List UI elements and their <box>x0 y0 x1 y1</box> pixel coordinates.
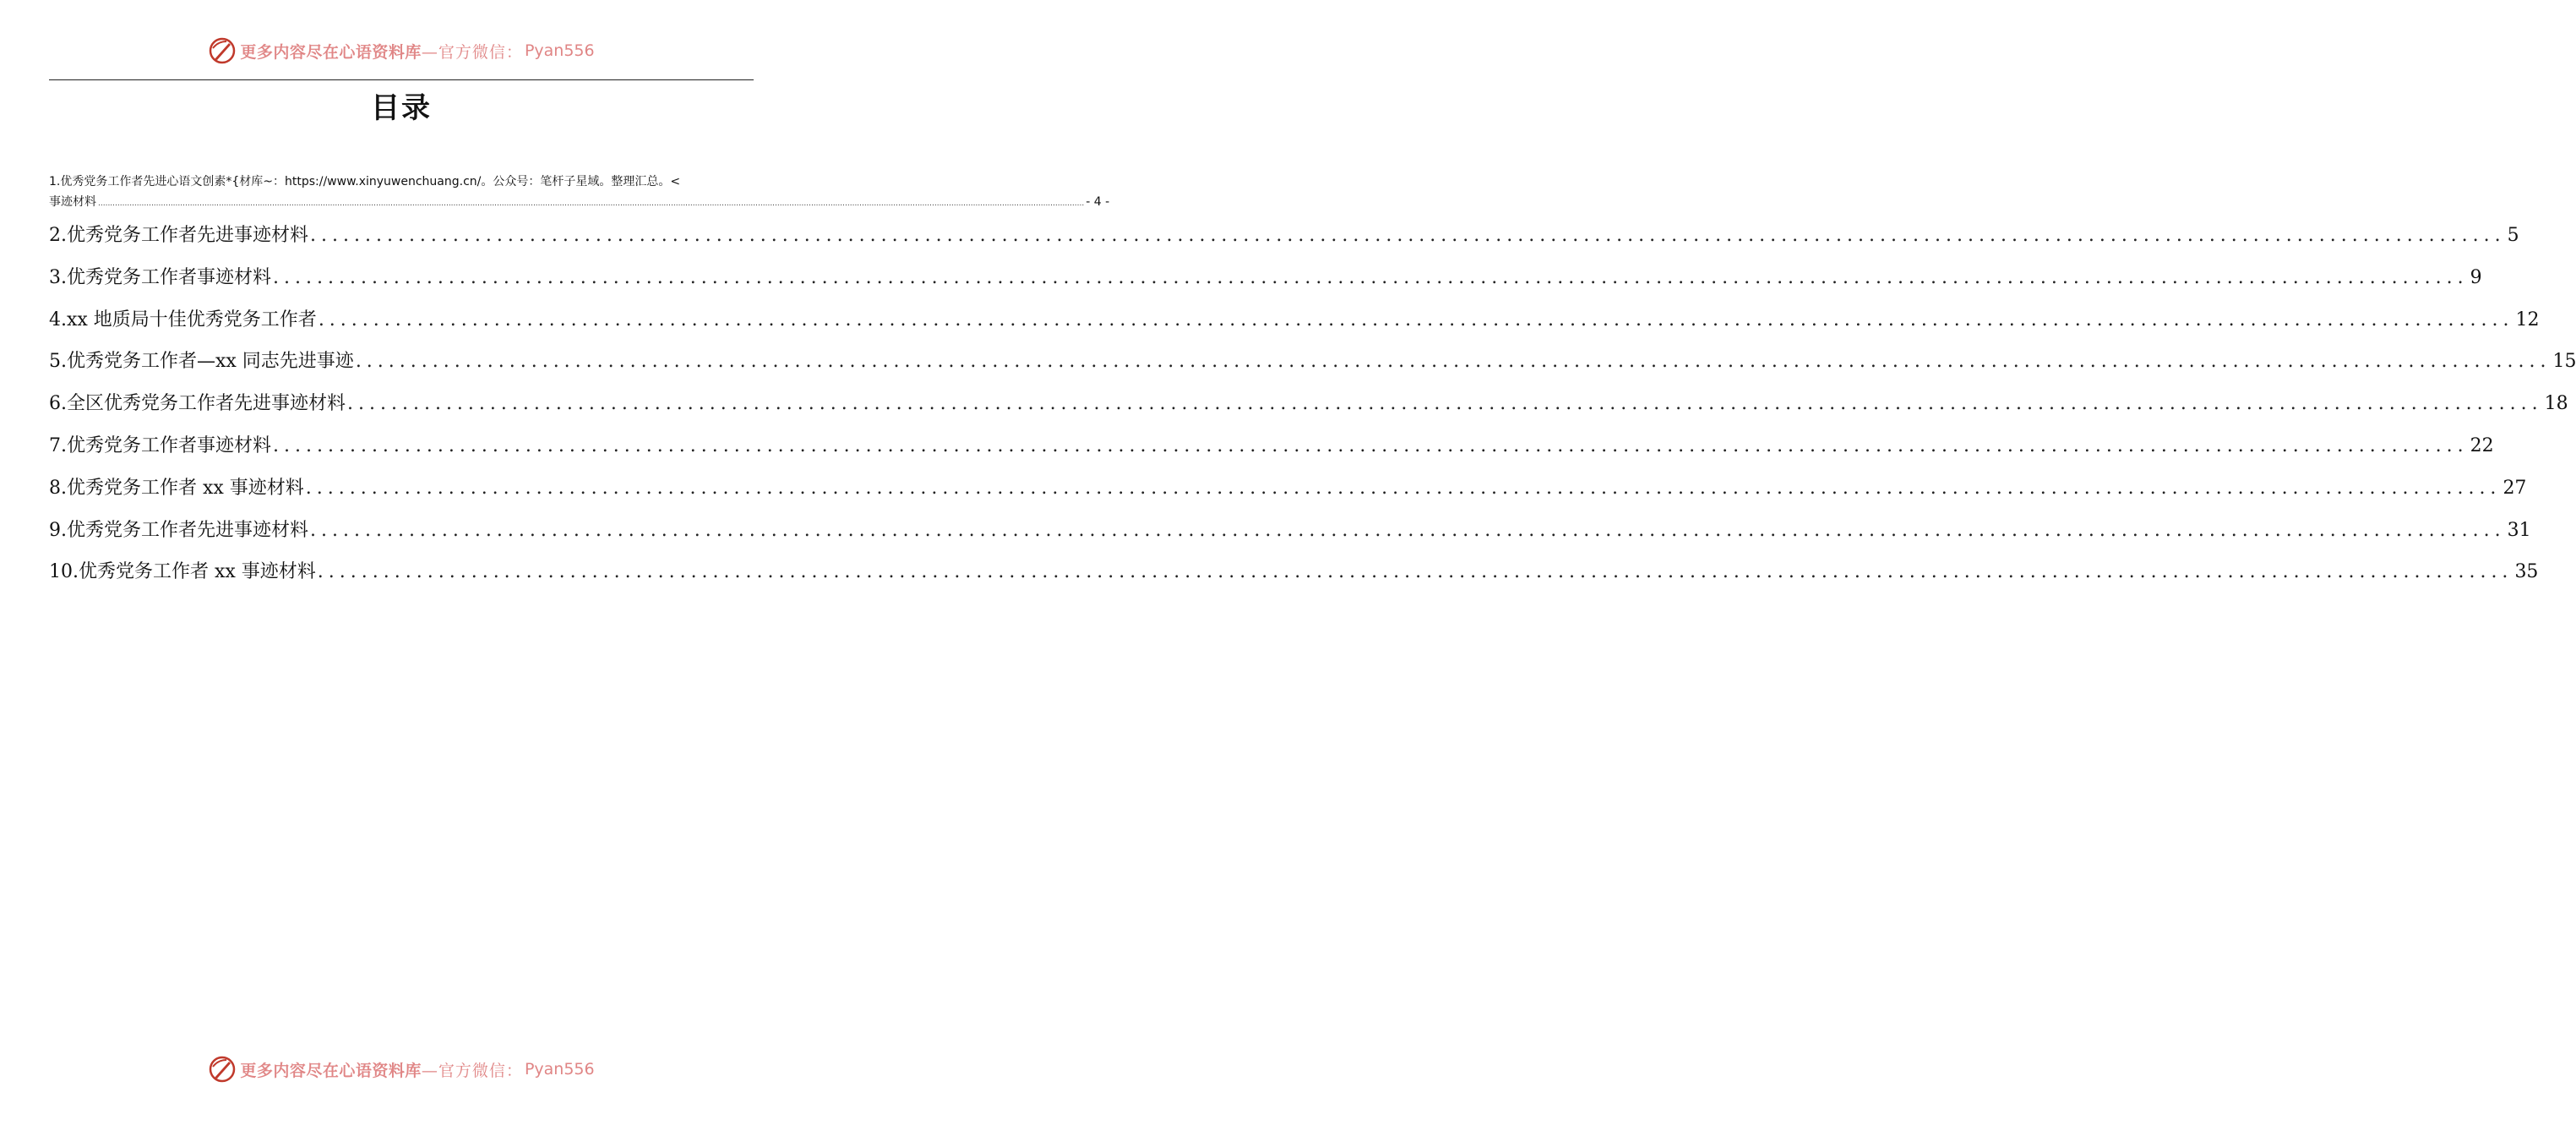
header-rule <box>49 79 754 80</box>
toc-entry-page: 15 <box>2552 351 2576 373</box>
quill-logo-icon <box>208 1055 237 1084</box>
footer-banner <box>0 1051 803 1088</box>
toc-entry[interactable] <box>49 349 2576 374</box>
toc-entry[interactable] <box>49 560 2539 585</box>
quill-logo-icon <box>208 36 237 65</box>
toc-entry-page: 12 <box>2515 309 2540 330</box>
toc-entry-page: 5 <box>2507 225 2519 246</box>
toc-entry[interactable] <box>49 434 2494 459</box>
toc-entry-page: 27 <box>2502 477 2527 499</box>
toc-entry[interactable] <box>49 223 2519 248</box>
toc-leader-dots: ........................................................................................................................................................................................................ <box>310 519 2506 541</box>
toc-leader-dots: ........................................................................................................................................................................................................ <box>347 393 2543 415</box>
toc-entry-label: 10.优秀党务工作者 xx 事迹材料 <box>49 561 316 583</box>
header-banner <box>0 32 803 69</box>
toc-leader-dots: ........................................................................................................................................................................................................ <box>273 435 2469 456</box>
toc-entry[interactable] <box>49 265 2482 291</box>
toc-entry-label: 4.xx 地质局十佳优秀党务工作者 <box>49 309 317 330</box>
toc-entry-page: 9 <box>2470 266 2482 288</box>
banner-text: 更多内容尽在心语资料库 <box>240 1061 422 1080</box>
toc-leader-dots: ........................................................................................................................................................................................................ <box>310 225 2506 246</box>
toc-leader-dots: ........................................................................................................................................................................................................ <box>318 309 2514 330</box>
toc-entry-label: 3.优秀党务工作者事迹材料 <box>49 266 271 288</box>
toc-leader-dots: ........................................................................................................................................................................................................ <box>305 477 2502 499</box>
page-title: 目录 <box>371 91 432 125</box>
toc-entry-page: 31 <box>2507 519 2531 541</box>
toc-entry[interactable] <box>49 308 2540 333</box>
toc-entry[interactable] <box>49 518 2531 543</box>
toc-leader-dots: ........................................................................................................................................................................................................ <box>317 561 2513 583</box>
toc-entry-1-line1: 1.优秀党务工作者先进心语文创素*{材库~：https://www.xinyuwenchuang.cn/。公众号：笔杆子星域。整理汇总。< <box>49 175 681 188</box>
toc-entry-1[interactable] <box>49 172 1110 214</box>
toc-entry-label: 6.全区优秀党务工作者先进事迹材料 <box>49 393 346 415</box>
banner-text: 更多内容尽在心语资料库 <box>240 42 422 62</box>
banner-wechat-id: Pyan556 <box>524 1060 595 1079</box>
toc-entry-label: 9.优秀党务工作者先进事迹材料 <box>49 519 308 541</box>
toc-leader-dots: ........................................................................................................................................................................................................ <box>355 351 2551 373</box>
toc-leader-dots: ........................................................................................................................................................................................................................................................................................................................................................................................................................ <box>98 199 1085 208</box>
toc-entry-page: 35 <box>2514 561 2539 583</box>
toc-entry-1-line2: 事迹材料 <box>49 195 96 209</box>
toc-entry[interactable] <box>49 391 2568 417</box>
toc-entry-1-page: - 4 - <box>1086 195 1110 209</box>
banner-wechat-label: —官方微信： <box>421 42 523 62</box>
toc-entry-label: 8.优秀党务工作者 xx 事迹材料 <box>49 477 304 499</box>
banner-wechat-id: Pyan556 <box>524 41 595 60</box>
toc-entry-page: 18 <box>2544 393 2568 415</box>
toc-entry[interactable] <box>49 476 2527 501</box>
toc-entry-label: 2.优秀党务工作者先进事迹材料 <box>49 225 308 246</box>
toc-entry-label: 5.优秀党务工作者—xx 同志先进事迹 <box>49 351 354 373</box>
toc-leader-dots: ........................................................................................................................................................................................................ <box>273 266 2469 288</box>
toc-entry-label: 7.优秀党务工作者事迹材料 <box>49 435 271 456</box>
toc-entry-page: 22 <box>2470 435 2494 456</box>
banner-wechat-label: —官方微信： <box>421 1061 523 1080</box>
